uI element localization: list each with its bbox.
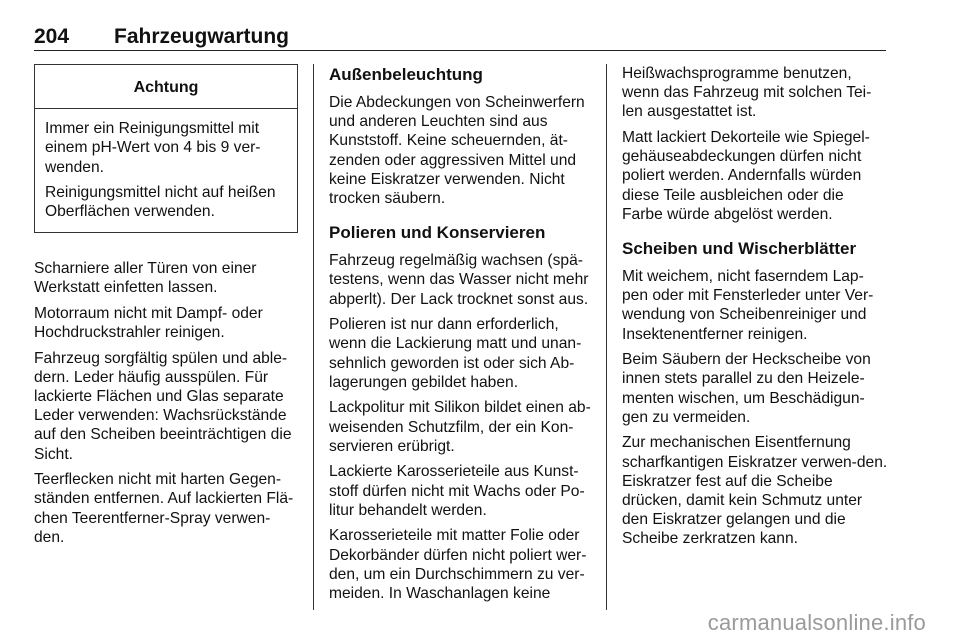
warning-box	[34, 64, 298, 233]
paragraph: Scharniere aller Türen von einer Werkstatt einfetten lassen.	[34, 260, 257, 297]
page-header	[34, 24, 886, 51]
column-1	[34, 64, 298, 553]
warning-title: Achtung	[35, 65, 297, 109]
column-divider	[606, 64, 607, 610]
paragraph: Teerflecken nicht mit harten Gegen-ständen entfernen. Auf lackierten Flä-chen Teerentferner-Spray verwen-den.	[34, 471, 294, 546]
warning-paragraph: Immer ein Reinigungsmittel mit einem pH-Wert von 4 bis 9 ver-wenden.	[45, 120, 261, 176]
paragraph: Beim Säubern der Heckscheibe von innen stets parallel zu den Heizele-menten wischen, um Beschädigun-gen zu vermeiden.	[622, 351, 871, 426]
paragraph: Fahrzeug sorgfältig spülen und able-dern. Leder häufig ausspülen. Für lackierte Flächen und Glas separate Leder verwenden: Wachsrückstände auf den Scheiben beeinträchtigen die Sicht.	[34, 349, 292, 463]
paragraph: Motorraum nicht mit Dampf- oder Hochdruckstrahler reinigen.	[34, 304, 263, 341]
paragraph: Die Abdeckungen von Scheinwerfern und anderen Leuchten sind aus Kunststoff. Keine scheuernden, ät-zenden oder aggressiven Mittel und keine Eiskratzer verwenden. Nicht trocken säubern.	[329, 94, 585, 208]
page-title: Fahrzeugwartung	[114, 25, 290, 48]
column-divider	[313, 64, 314, 610]
section-heading: Scheiben und Wischerblätter	[622, 239, 857, 259]
paragraph: Heißwachsprogramme benutzen, wenn das Fahrzeug mit solchen Tei-len ausgestattet ist.	[622, 65, 872, 121]
paragraph: Lackierte Karosserieteile aus Kunst-stoff dürfen nicht mit Wachs oder Po-litur behandelt werden.	[329, 463, 585, 519]
warning-paragraph: Reinigungsmittel nicht auf heißen Oberflächen verwenden.	[45, 184, 276, 221]
paragraph: Fahrzeug regelmäßig wachsen (spä-testens, wenn das Wasser nicht mehr abperlt). Der Lack trocknet sonst aus.	[329, 252, 589, 308]
warning-body	[35, 109, 297, 232]
paragraph: Zur mechanischen Eisentfernung scharfkantigen Eiskratzer verwen-den. Eiskratzer fest auf die Scheibe drücken, damit kein Schmutz unter den Eiskratzer gelangen und die Scheibe zerkratzen kann.	[622, 434, 888, 548]
paragraph: Mit weichem, nicht faserndem Lap-pen oder mit Fensterleder unter Ver-wendung von Scheibenreiniger und Insektenentferner reinigen.	[622, 268, 874, 343]
paragraph: Polieren ist nur dann erforderlich, wenn die Lackierung matt und unan-sehnlich geworden ist oder sich Ab-lagerungen gebildet haben.	[329, 316, 582, 391]
paragraph: Karosserieteile mit matter Folie oder Dekorbänder dürfen nicht poliert wer-den, um ein Durchschimmern zu ver-meiden. In Waschanlagen keine	[329, 527, 587, 603]
page-number: 204	[34, 25, 70, 48]
paragraph: Matt lackiert Dekorteile wie Spiegel-gehäuseabdeckungen dürfen nicht poliert werden. Andernfalls würden diese Teile ausbleichen oder die Farbe würde abgelöst werden.	[622, 129, 870, 223]
watermark: carmanualsonline.info	[707, 610, 926, 635]
section-heading: Polieren und Konservieren	[329, 223, 546, 243]
paragraph: Lackpolitur mit Silikon bildet einen ab-weisenden Schutzfilm, der ein Kon-servieren erübrigt.	[329, 399, 591, 455]
column-2	[329, 64, 591, 610]
section-heading: Außenbeleuchtung	[329, 65, 483, 84]
column-3	[622, 64, 888, 555]
